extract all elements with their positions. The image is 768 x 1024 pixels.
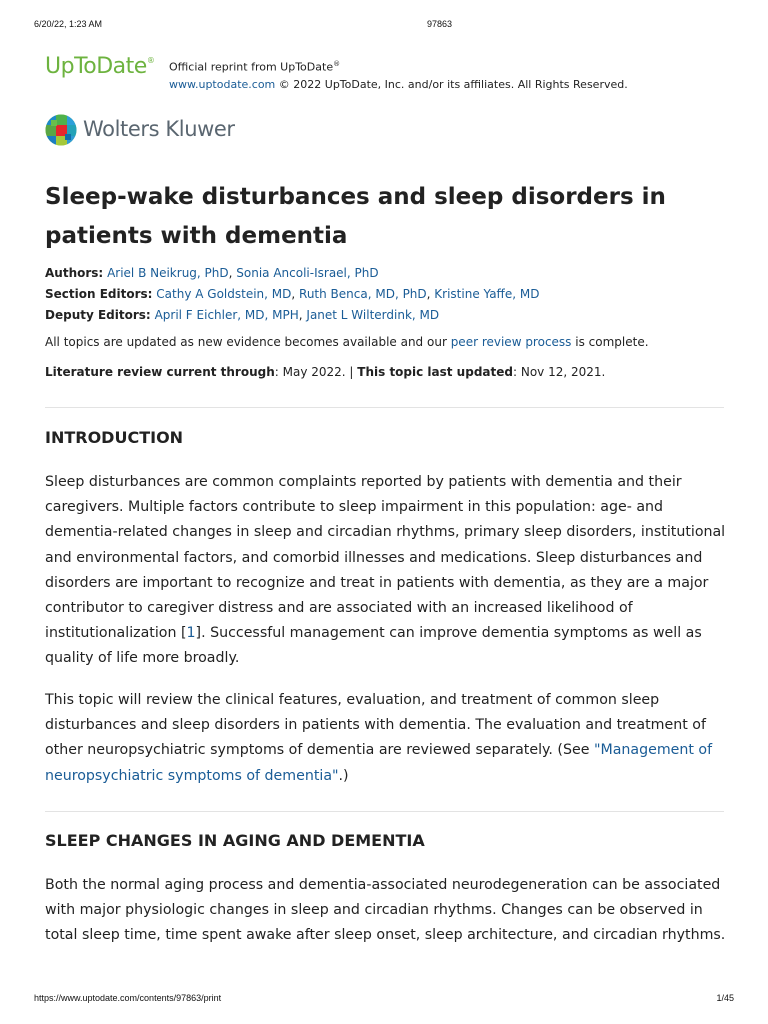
section-editors-label: Section Editors (45, 287, 148, 301)
sleep-changes-paragraph-1: Both the normal aging process and dementia-associated neurodegeneration can be associated with major physiologic changes in sleep and circadian rhythms. Changes can be observed in total sleep time, time spent awake after sleep onset, sleep architecture, and circadian rhythms. (45, 877, 726, 944)
uptodate-logo: UpToDate® (45, 54, 155, 79)
authors-label: Authors (45, 266, 99, 280)
reprint-registered-mark: ® (333, 60, 341, 68)
update-note: All topics are updated as new evidence becomes available and our peer review process is complete. (45, 335, 649, 349)
lit-review-label: Literature review current through (45, 365, 275, 379)
sleep-changes-heading: SLEEP CHANGES IN AGING AND DEMENTIA (45, 831, 425, 850)
deputy-editor-link[interactable]: Janet L Wilterdink, MD (306, 308, 440, 322)
section-divider (45, 811, 724, 812)
intro-paragraph-1: Sleep disturbances are common complaints reported by patients with dementia and their caregivers. Multiple factors contribute to sleep impairment in this population: age- and dementia-related changes in sleep and circadian rhythms, primary sleep disorders, institutional and environmental factors, and comorbid illnesses and medications. Sleep disturbances and disorders are important to recognize and treat in patients with dementia, as they are a major contributor to caregiver distress and are associated with an increased likelihood of institutionalization [1]. Successful management can improve dementia symptoms as well as quality of life more broadly. (45, 474, 726, 667)
article-title: Sleep-wake disturbances and sleep disorders in patients with dementia (45, 184, 666, 249)
print-page-number: 1/45 (716, 993, 734, 1003)
print-url: https://www.uptodate.com/contents/97863/print (34, 993, 222, 1003)
section-editor-link[interactable]: Cathy A Goldstein, MD (156, 287, 292, 301)
review-dates (45, 365, 605, 379)
peer-review-link[interactable]: peer review process (450, 335, 572, 349)
neuropsychiatric-topic-link[interactable]: "Management of neuropsychiatric symptoms of dementia" (45, 742, 713, 784)
print-datetime: 6/20/22, 1:23 AM (34, 19, 103, 29)
reprint-text: Official reprint from UpToDate (169, 60, 334, 74)
section-editor-link[interactable]: Kristine Yaffe, MD (434, 287, 540, 301)
author-link[interactable]: Sonia Ancoli-Israel, PhD (236, 266, 379, 280)
section-editors-line: Section Editors: Cathy A Goldstein, MD, Ruth Benca, MD, PhD, Kristine Yaffe, MD (45, 287, 540, 301)
branding-row (45, 54, 725, 91)
intro-paragraph-2: This topic will review the clinical features, evaluation, and treatment of common sleep disturbances and sleep disorders in patients with dementia. The evaluation and treatment of other neuropsychiatric symptoms of dementia are reviewed separately. (See "Management of neuropsychiatric symptoms of dementia".) (45, 692, 713, 784)
deputy-editors-label: Deputy Editors (45, 308, 146, 322)
reference-1-link[interactable]: 1 (186, 625, 196, 642)
deputy-editors-line: Deputy Editors: April F Eichler, MD, MPH, Janet L Wilterdink, MD (45, 308, 440, 322)
article-contributors (45, 263, 735, 326)
authors-line: Authors: Ariel B Neikrug, PhD, Sonia Ancoli-Israel, PhD (45, 266, 379, 280)
deputy-editor-link[interactable]: April F Eichler, MD, MPH (154, 308, 299, 322)
uptodate-site-link[interactable]: www.uptodate.com (169, 77, 276, 91)
introduction-heading: INTRODUCTION (45, 428, 184, 447)
last-updated-label: This topic last updated (357, 365, 513, 379)
section-editor-link[interactable]: Ruth Benca, MD, PhD (299, 287, 427, 301)
wolters-kluwer-mosaic-icon (45, 114, 77, 146)
copyright-text: © 2022 UpToDate, Inc. and/or its affiliates. All Rights Reserved. (275, 77, 628, 91)
logo-registered-mark: ® (146, 56, 155, 65)
print-doc-id: 97863 (427, 19, 453, 29)
lit-review-value: : May 2022. | (274, 365, 358, 379)
last-updated-value: : Nov 12, 2021. (512, 365, 606, 379)
reprint-notice (169, 56, 628, 93)
section-divider (45, 407, 724, 408)
publisher-name: Wolters Kluwer (83, 117, 235, 141)
author-link[interactable]: Ariel B Neikrug, PhD (107, 266, 229, 280)
wolters-kluwer-logo (45, 114, 305, 146)
